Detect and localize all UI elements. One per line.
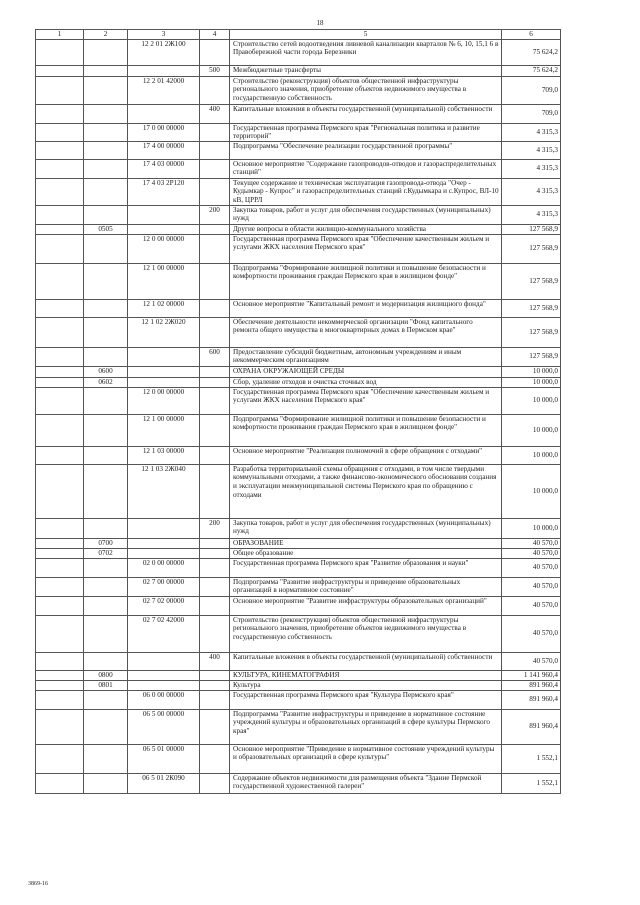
table-row — [36, 577, 561, 596]
table-row — [36, 414, 561, 446]
col-name: Государственная программа Пермского края "Развитие образования и науки" — [230, 558, 502, 577]
col-target-code: 06 0 00 00000 — [128, 690, 200, 709]
col-amount: 127 568,9 — [502, 224, 561, 234]
col-amount: 4 315,3 — [502, 205, 561, 224]
col-expense-type — [200, 670, 230, 680]
col-1-cell — [36, 141, 84, 159]
col-1-cell — [36, 615, 84, 652]
col-target-code — [128, 548, 200, 558]
col-expense-type — [200, 178, 230, 205]
col-amount: 1 552,1 — [502, 744, 561, 773]
col-amount: 1 141 960,4 — [502, 670, 561, 680]
table-row — [36, 387, 561, 414]
col-1-cell — [36, 65, 84, 76]
col-expense-type: 200 — [200, 518, 230, 538]
col-amount: 10 000,0 — [502, 464, 561, 518]
col-1-cell — [36, 548, 84, 558]
col-name: Строительство (реконструкция) объектов общественной инфраструктуры регионального значения, приобретение объектов недвижимого имущества в государственную собственность — [230, 615, 502, 652]
col-1-cell — [36, 690, 84, 709]
col-target-code — [128, 65, 200, 76]
col-amount: 4 315,3 — [502, 141, 561, 159]
col-1-cell — [36, 39, 84, 65]
col-expense-type — [200, 773, 230, 793]
col-name: Строительство (реконструкция) объектов общественной инфраструктуры регионального значения, приобретение объектов недвижимого имущества в государственную собственность — [230, 76, 502, 104]
col-1-cell — [36, 387, 84, 414]
col-section-code — [84, 652, 128, 670]
col-amount: 127 568,9 — [502, 234, 561, 263]
col-section-code — [84, 577, 128, 596]
col-amount: 891 960,4 — [502, 690, 561, 709]
col-section-code — [84, 263, 128, 299]
table-row — [36, 224, 561, 234]
table-row — [36, 538, 561, 548]
col-amount: 10 000,0 — [502, 387, 561, 414]
col-name: КУЛЬТУРА, КИНЕМАТОГРАФИЯ — [230, 670, 502, 680]
col-target-code: 12 0 00 00000 — [128, 234, 200, 263]
col-section-code — [84, 76, 128, 104]
col-expense-type — [200, 690, 230, 709]
col-target-code — [128, 652, 200, 670]
document-code: 3869-16 — [28, 881, 48, 887]
col-amount: 40 570,0 — [502, 577, 561, 596]
col-amount: 75 624,2 — [502, 39, 561, 65]
col-target-code — [128, 347, 200, 366]
table-row — [36, 234, 561, 263]
col-section-code — [84, 123, 128, 141]
table-row — [36, 596, 561, 615]
col-target-code — [128, 518, 200, 538]
col-target-code: 17 0 00 00000 — [128, 123, 200, 141]
col-amount: 127 568,9 — [502, 317, 561, 347]
table-row — [36, 178, 561, 205]
col-1-cell — [36, 366, 84, 377]
col-amount: 709,0 — [502, 104, 561, 123]
col-header-1: 1 — [36, 30, 84, 40]
col-expense-type — [200, 538, 230, 548]
col-expense-type — [200, 548, 230, 558]
col-name: Предоставление субсидий бюджетным, автономным учреждениям и иным некоммерческим организациям — [230, 347, 502, 366]
col-expense-type: 200 — [200, 205, 230, 224]
col-expense-type — [200, 709, 230, 744]
table-row — [36, 317, 561, 347]
col-expense-type — [200, 558, 230, 577]
col-name: Основное мероприятие "Капитальный ремонт и модернизация жилищного фонда" — [230, 299, 502, 317]
col-target-code: 02 7 02 00000 — [128, 596, 200, 615]
col-amount: 127 568,9 — [502, 263, 561, 299]
col-name: Другие вопросы в области жилищно-коммунального хозяйства — [230, 224, 502, 234]
col-section-code — [84, 65, 128, 76]
col-amount: 891 960,4 — [502, 709, 561, 744]
col-section-code — [84, 347, 128, 366]
table-row — [36, 518, 561, 538]
col-target-code — [128, 377, 200, 387]
col-section-code: 0600 — [84, 366, 128, 377]
col-amount: 10 000,0 — [502, 446, 561, 464]
col-amount: 40 570,0 — [502, 596, 561, 615]
col-section-code — [84, 317, 128, 347]
col-1-cell — [36, 680, 84, 690]
col-1-cell — [36, 178, 84, 205]
col-section-code — [84, 234, 128, 263]
table-row — [36, 141, 561, 159]
col-name: Текущее содержание и техническая эксплуатация газопровода-отвода "Очер - Кудымкар - Купрос" и газораспределительных станций г.Кудымкара и с.Купрос, ВЛ-10 кВ, ЦРРЛ — [230, 178, 502, 205]
col-expense-type: 400 — [200, 652, 230, 670]
col-target-code: 17 4 03 00000 — [128, 159, 200, 178]
col-name: Содержание объектов недвижимости для размещения объекта "Здание Пермской государственной художественной галереи" — [230, 773, 502, 793]
col-1-cell — [36, 123, 84, 141]
col-target-code — [128, 680, 200, 690]
col-expense-type — [200, 123, 230, 141]
table-row — [36, 263, 561, 299]
col-section-code — [84, 690, 128, 709]
col-target-code: 12 2 01 42000 — [128, 76, 200, 104]
col-1-cell — [36, 317, 84, 347]
col-section-code — [84, 159, 128, 178]
col-section-code: 0700 — [84, 538, 128, 548]
col-expense-type — [200, 680, 230, 690]
col-section-code — [84, 615, 128, 652]
col-amount: 891 960,4 — [502, 680, 561, 690]
col-1-cell — [36, 464, 84, 518]
table-row — [36, 76, 561, 104]
col-expense-type: 500 — [200, 65, 230, 76]
col-header-6: 6 — [502, 30, 561, 40]
col-expense-type — [200, 446, 230, 464]
col-header-5: 5 — [230, 30, 502, 40]
table-row — [36, 690, 561, 709]
col-1-cell — [36, 414, 84, 446]
col-name: Государственная программа Пермского края "Региональная политика и развитие территорий" — [230, 123, 502, 141]
col-name: Подпрограмма "Развитие инфраструктуры и приведение образовательных организаций в нормативное состояние" — [230, 577, 502, 596]
col-1-cell — [36, 577, 84, 596]
col-amount: 40 570,0 — [502, 538, 561, 548]
col-target-code: 12 1 00 00000 — [128, 414, 200, 446]
table-row — [36, 558, 561, 577]
col-section-code — [84, 104, 128, 123]
col-section-code — [84, 446, 128, 464]
col-amount: 709,0 — [502, 76, 561, 104]
col-name: Подпрограмма "Обеспечение реализации государственной программы" — [230, 141, 502, 159]
col-amount: 10 000,0 — [502, 366, 561, 377]
col-target-code: 12 1 02 2Ж020 — [128, 317, 200, 347]
table-row — [36, 39, 561, 65]
col-name: Строительство сетей водоотведения ливневой канализации кварталов № 6, 10, 15,1 6 в Правобережной части города Березники — [230, 39, 502, 65]
col-1-cell — [36, 446, 84, 464]
col-header-3: 3 — [128, 30, 200, 40]
col-section-code: 0602 — [84, 377, 128, 387]
col-target-code: 06 5 01 00000 — [128, 744, 200, 773]
col-amount: 1 552,1 — [502, 773, 561, 793]
table-body — [36, 39, 561, 793]
col-expense-type — [200, 317, 230, 347]
col-target-code — [128, 538, 200, 548]
col-1-cell — [36, 558, 84, 577]
col-amount: 127 568,9 — [502, 299, 561, 317]
col-name: Основное мероприятие "Содержание газопроводов-отводов и газораспределительных станций" — [230, 159, 502, 178]
col-expense-type — [200, 577, 230, 596]
table-row — [36, 548, 561, 558]
table-row — [36, 773, 561, 793]
table-row — [36, 366, 561, 377]
col-expense-type — [200, 615, 230, 652]
col-expense-type — [200, 414, 230, 446]
col-1-cell — [36, 652, 84, 670]
header-row — [36, 30, 561, 40]
col-expense-type — [200, 744, 230, 773]
col-amount: 75 624,2 — [502, 65, 561, 76]
col-amount: 4 315,3 — [502, 178, 561, 205]
col-name: Закупка товаров, работ и услуг для обеспечения государственных (муниципальных) нужд — [230, 205, 502, 224]
col-section-code: 0505 — [84, 224, 128, 234]
col-1-cell — [36, 347, 84, 366]
col-amount: 40 570,0 — [502, 548, 561, 558]
col-1-cell — [36, 538, 84, 548]
col-expense-type — [200, 141, 230, 159]
col-expense-type — [200, 464, 230, 518]
col-name: Государственная программа Пермского края "Обеспечение качественным жильем и услугами ЖКХ населения Пермского края" — [230, 387, 502, 414]
col-header-4: 4 — [200, 30, 230, 40]
col-expense-type — [200, 377, 230, 387]
col-name: Подпрограмма "Формирование жилищной политики и повышение безопасности и комфортности проживания граждан Пермского края в жилищном фонде" — [230, 414, 502, 446]
table-row — [36, 347, 561, 366]
table-row — [36, 159, 561, 178]
col-target-code — [128, 366, 200, 377]
col-amount: 10 000,0 — [502, 377, 561, 387]
col-section-code — [84, 558, 128, 577]
table-row — [36, 744, 561, 773]
col-expense-type — [200, 76, 230, 104]
table-row — [36, 464, 561, 518]
col-section-code — [84, 205, 128, 224]
col-target-code: 06 5 00 00000 — [128, 709, 200, 744]
col-name: Закупка товаров, работ и услуг для обеспечения государственных (муниципальных) нужд — [230, 518, 502, 538]
col-target-code: 02 7 00 00000 — [128, 577, 200, 596]
col-1-cell — [36, 159, 84, 178]
col-name: Основное мероприятие "Приведение в нормативное состояние учреждений культуры и образовательных организаций в сфере культуры" — [230, 744, 502, 773]
table-row — [36, 377, 561, 387]
col-name: Сбор, удаление отходов и очистка сточных вод — [230, 377, 502, 387]
col-expense-type — [200, 39, 230, 65]
col-name: Капитальные вложения в объекты государственной (муниципальной) собственности — [230, 652, 502, 670]
col-1-cell — [36, 670, 84, 680]
col-expense-type — [200, 224, 230, 234]
col-section-code — [84, 141, 128, 159]
col-section-code: 0801 — [84, 680, 128, 690]
col-expense-type — [200, 596, 230, 615]
col-section-code: 0702 — [84, 548, 128, 558]
col-name: ОБРАЗОВАНИЕ — [230, 538, 502, 548]
col-name: Межбюджетные трансферты — [230, 65, 502, 76]
col-name: Капитальные вложения в объекты государственной (муниципальной) собственности — [230, 104, 502, 123]
col-target-code — [128, 104, 200, 123]
col-name: Подпрограмма "Формирование жилищной политики и повышение безопасности и комфортности проживания граждан Пермского края в жилищном фонде" — [230, 263, 502, 299]
col-expense-type: 600 — [200, 347, 230, 366]
table-row — [36, 446, 561, 464]
col-1-cell — [36, 518, 84, 538]
col-1-cell — [36, 377, 84, 387]
col-target-code: 06 5 01 2К090 — [128, 773, 200, 793]
col-amount: 4 315,3 — [502, 123, 561, 141]
col-amount: 40 570,0 — [502, 652, 561, 670]
col-section-code — [84, 414, 128, 446]
col-section-code — [84, 299, 128, 317]
col-header-2: 2 — [84, 30, 128, 40]
col-expense-type — [200, 234, 230, 263]
col-name: Разработка территориальной схемы обращения с отходами, в том числе твердыми коммунальными отходами, а также финансово-экономического обоснования создания и эксплуатации межмуниципальной системы Пермского края по обращению с отходами — [230, 464, 502, 518]
table-row — [36, 123, 561, 141]
col-amount: 4 315,3 — [502, 159, 561, 178]
col-name: Обеспечение деятельности некоммерческой организации "Фонд капитального ремонта общего имущества в многоквартирных домах в Пермском крае" — [230, 317, 502, 347]
col-expense-type — [200, 366, 230, 377]
col-target-code: 12 0 00 00000 — [128, 387, 200, 414]
col-target-code: 02 7 02 42000 — [128, 615, 200, 652]
col-1-cell — [36, 205, 84, 224]
budget-table — [35, 29, 561, 794]
col-target-code — [128, 205, 200, 224]
col-expense-type — [200, 299, 230, 317]
col-section-code — [84, 709, 128, 744]
table-row — [36, 652, 561, 670]
col-section-code: 0800 — [84, 670, 128, 680]
col-section-code — [84, 387, 128, 414]
col-amount: 10 000,0 — [502, 518, 561, 538]
col-1-cell — [36, 234, 84, 263]
col-name: Подпрограмма "Развитие инфраструктуры и приведение в нормативное состояние учреждений культуры и образовательных организаций в сфере культуры Пермского края" — [230, 709, 502, 744]
col-section-code — [84, 744, 128, 773]
col-1-cell — [36, 104, 84, 123]
col-name: Основное мероприятие "Развитие инфраструктуры образовательных организаций" — [230, 596, 502, 615]
col-target-code: 12 2 01 2Ж100 — [128, 39, 200, 65]
col-section-code — [84, 178, 128, 205]
col-section-code — [84, 518, 128, 538]
col-expense-type — [200, 387, 230, 414]
table-row — [36, 299, 561, 317]
col-amount: 40 570,0 — [502, 615, 561, 652]
col-target-code: 17 4 03 2Р120 — [128, 178, 200, 205]
col-section-code — [84, 596, 128, 615]
col-target-code: 12 1 03 2Ж040 — [128, 464, 200, 518]
table-row — [36, 104, 561, 123]
col-target-code: 02 0 00 00000 — [128, 558, 200, 577]
col-name: Государственная программа Пермского края "Культура Пермского края" — [230, 690, 502, 709]
col-section-code — [84, 464, 128, 518]
col-1-cell — [36, 263, 84, 299]
col-name: Основное мероприятие "Реализация полномочий в сфере обращения с отходами" — [230, 446, 502, 464]
col-name: ОХРАНА ОКРУЖАЮЩЕЙ СРЕДЫ — [230, 366, 502, 377]
col-1-cell — [36, 709, 84, 744]
col-1-cell — [36, 744, 84, 773]
col-target-code: 12 1 02 00000 — [128, 299, 200, 317]
col-target-code — [128, 670, 200, 680]
col-section-code — [84, 39, 128, 65]
table-row — [36, 205, 561, 224]
table-row — [36, 709, 561, 744]
col-1-cell — [36, 596, 84, 615]
col-target-code: 17 4 00 00000 — [128, 141, 200, 159]
col-expense-type: 400 — [200, 104, 230, 123]
col-amount: 40 570,0 — [502, 558, 561, 577]
col-1-cell — [36, 299, 84, 317]
table-row — [36, 670, 561, 680]
col-target-code: 12 1 03 00000 — [128, 446, 200, 464]
col-name: Культура — [230, 680, 502, 690]
col-1-cell — [36, 76, 84, 104]
table-row — [36, 615, 561, 652]
col-expense-type — [200, 263, 230, 299]
table-row — [36, 65, 561, 76]
col-expense-type — [200, 159, 230, 178]
col-section-code — [84, 773, 128, 793]
col-target-code — [128, 224, 200, 234]
col-amount: 127 568,9 — [502, 347, 561, 366]
col-1-cell — [36, 773, 84, 793]
col-target-code: 12 1 00 00000 — [128, 263, 200, 299]
col-1-cell — [36, 224, 84, 234]
page-number: 18 — [316, 19, 324, 27]
col-name: Государственная программа Пермского края "Обеспечение качественным жильем и услугами ЖКХ населения Пермского края" — [230, 234, 502, 263]
table-row — [36, 680, 561, 690]
col-amount: 10 000,0 — [502, 414, 561, 446]
col-name: Общее образование — [230, 548, 502, 558]
